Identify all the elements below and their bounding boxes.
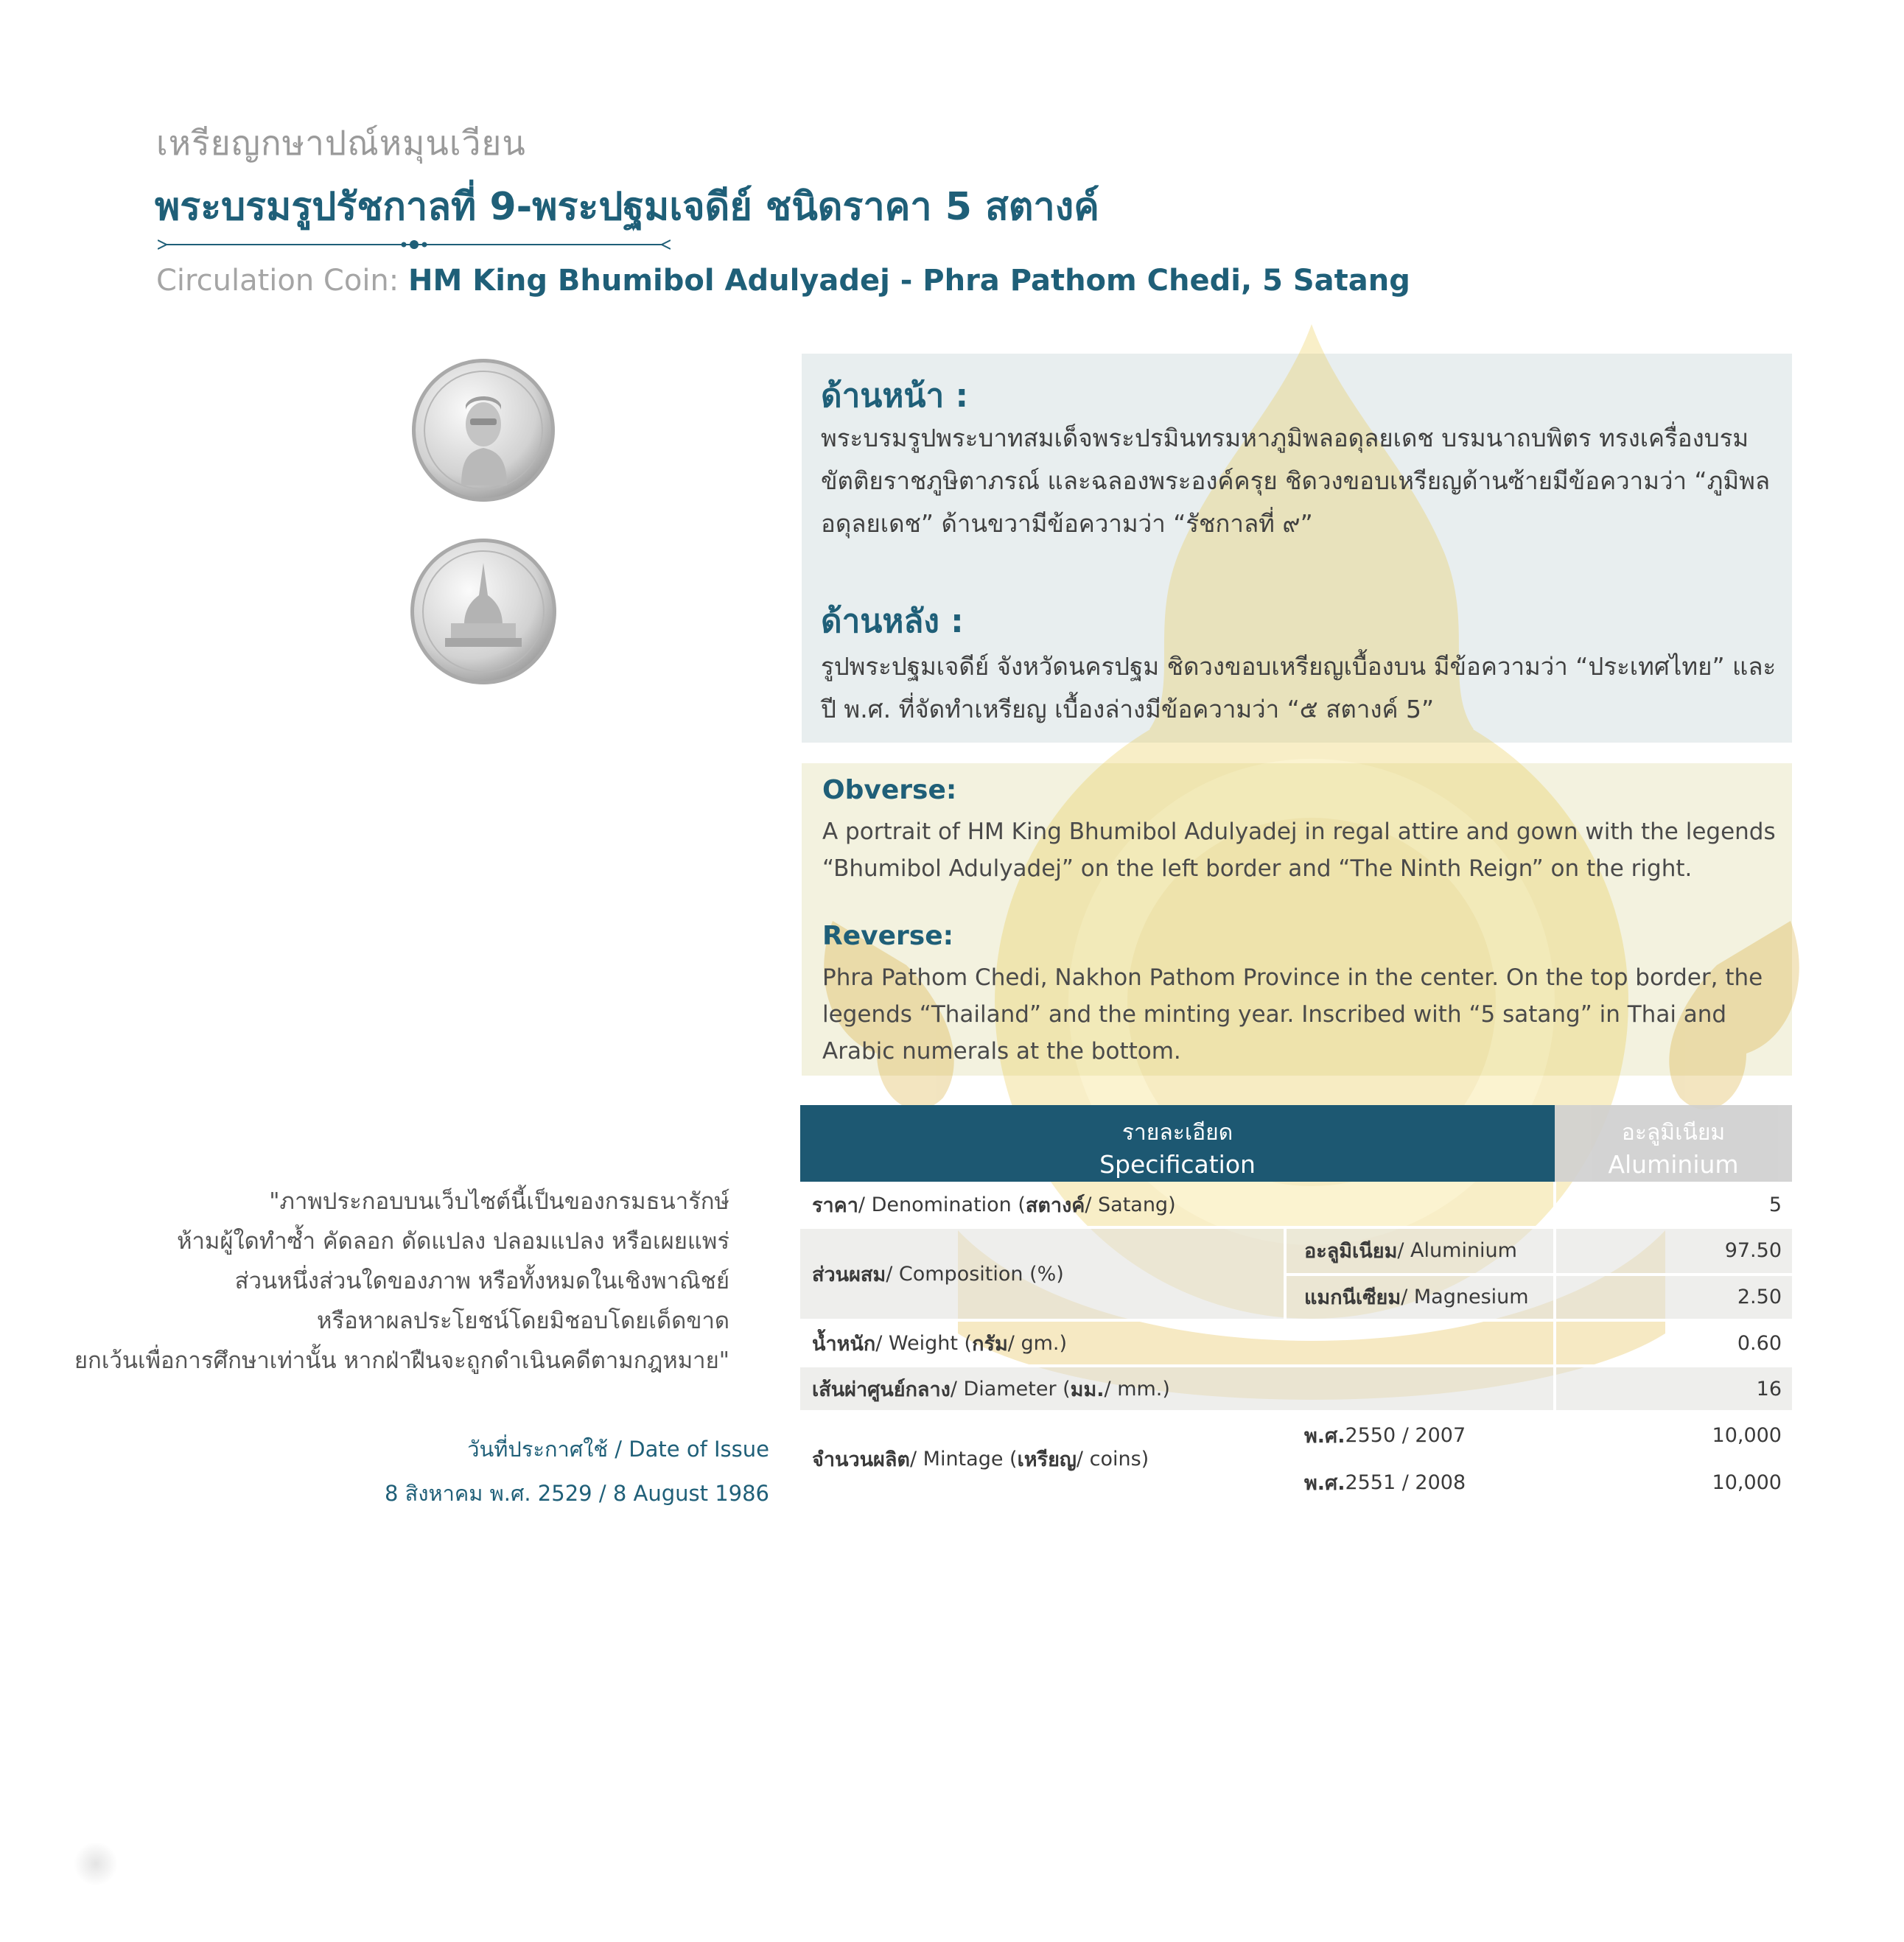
obverse-body-en: A portrait of HM King Bhumibol Adulyadej in regal attire and gown with the legends “Bhumibol Adulyadej” on the left border and “The Ninth Reign” on the right. [822,818,1776,882]
reverse-body-en: Phra Pathom Chedi, Nakhon Pathom Province in the center. On the top border, the legends “Thailand” and the minting year. Inscribed with “5 satang” in Thai and Arabic numerals at the bottom. [822,964,1763,1065]
table-divider [800,1226,1792,1229]
specification-table [800,1105,1792,1506]
table-divider [800,1410,1792,1413]
series-label: เหรียญกษาปณ์หมุนเวียน [156,123,526,163]
reverse-body-th: รูปพระปฐมเจดีย์ จังหวัดนครปฐม ชิดวงขอบเหรียญเบื้องบน มีข้อความว่า “ประเทศไทย” และปี พ.ศ. ที่จัดทำเหรียญ เบื้องล่างมีข้อความว่า “๕ สตางค์ 5” [821,652,1777,723]
issue-date-label: วันที่ประกาศใช้ / Date of Issue [467,1437,769,1462]
title-en-main: HM King Bhumibol Adulyadej - Phra Pathom Chedi, 5 Satang [407,264,1410,298]
composition-magnesium-value: 2.50 [1737,1286,1782,1308]
scan-blemish [74,1842,118,1886]
obverse-heading-th: ด้านหน้า : [821,377,969,415]
notice-line: "ภาพประกอบบนเว็บไซต์นี้เป็นของกรมธนารักษ์ [269,1188,729,1215]
table-divider [800,1364,1792,1367]
coin-obverse-icon [410,357,557,504]
issue-date-value: 8 สิงหาคม พ.ศ. 2529 / 8 August 1986 [384,1481,769,1506]
obverse-heading-en: Obverse: [822,775,957,805]
diameter-value: 16 [1756,1377,1782,1401]
notice-line: ห้ามผู้ใดทำซ้ำ คัดลอก ดัดแปลง ปลอมแปลง หรือเผยแพร่ [177,1228,729,1255]
table-divider [1284,1457,1792,1460]
ornament-divider-icon [158,236,671,253]
composition-label: ส่วนผสม / Composition (%) [812,1262,1064,1286]
material-header-en: Aluminium [1608,1150,1739,1179]
page-title-en [156,264,1410,298]
notice-line: หรือหาผลประโยชน์โดยมิชอบโดยเด็ดขาด [317,1308,729,1334]
composition-magnesium-label: แมกนีเซียม / Magnesium [1304,1286,1529,1309]
table-row-weight [800,1320,1792,1366]
notice-line: ยกเว้นเพื่อการศึกษาเท่านั้น หากฝ่าฝืนจะถูกดำเนินคดีตามกฎหมาย" [74,1347,729,1374]
composition-aluminium-value: 97.50 [1724,1239,1782,1262]
weight-label: น้ำหนัก / Weight ( กรัม / gm.) [812,1331,1068,1356]
table-divider [800,1319,1792,1322]
coin-reverse-icon [408,536,559,687]
material-header [1555,1105,1792,1182]
copyright-notice [44,1182,729,1381]
page-title-th: พระบรมรูปรัชกาลที่ 9-พระปฐมเจดีย์ ชนิดราคา 5 สตางค์ [155,185,1099,229]
spec-header [800,1105,1555,1182]
mintage-label: จำนวนผลิต / Mintage ( เหรียญ / coins) [812,1447,1149,1471]
spec-header-th: รายละเอียด [1121,1120,1233,1146]
table-divider [1284,1273,1792,1276]
obverse-body-th: พระบรมรูปพระบาทสมเด็จพระปรมินทรมหาภูมิพลอดุลยเดช บรมนาถบพิตร ทรงเครื่องบรมขัตติยราชภูษิตาภรณ์ และฉลองพระองค์ครุย ชิดวงขอบเหรียญด้านซ้ายมีข้อความว่า “ภูมิพลอดุลยเดช” ด้านขวามีข้อความว่า “รัชกาลที่ ๙” [821,424,1771,538]
reverse-heading-th: ด้านหลัง : [821,603,964,640]
weight-value: 0.60 [1737,1331,1782,1355]
notice-line: ส่วนหนึ่งส่วนใดของภาพ หรือทั้งหมดในเชิงพาณิชย์ [234,1268,729,1294]
mintage-year-2007: พ.ศ. 2550 / 2007 [1304,1423,1466,1448]
denomination-label: ราคา / Denomination ( สตางค์ / Satang) [812,1193,1176,1217]
spec-header-en: Specification [1099,1150,1256,1179]
reverse-heading-en: Reverse: [822,921,954,951]
denomination-value: 5 [1768,1193,1782,1216]
diameter-label: เส้นผ่าศูนย์กลาง / Diameter ( มม. / mm.) [812,1377,1170,1401]
material-header-th: อะลูมิเนียม [1621,1120,1726,1146]
table-row-diameter [800,1366,1792,1412]
mintage-2008-value: 10,000 [1712,1470,1782,1494]
composition-aluminium-label: อะลูมิเนียม / Aluminium [1304,1239,1517,1263]
title-en-lead: Circulation Coin: [156,264,408,298]
mintage-year-2008: พ.ศ. 2551 / 2008 [1304,1470,1466,1495]
table-row-denomination [800,1182,1792,1227]
mintage-2007-value: 10,000 [1712,1423,1782,1447]
